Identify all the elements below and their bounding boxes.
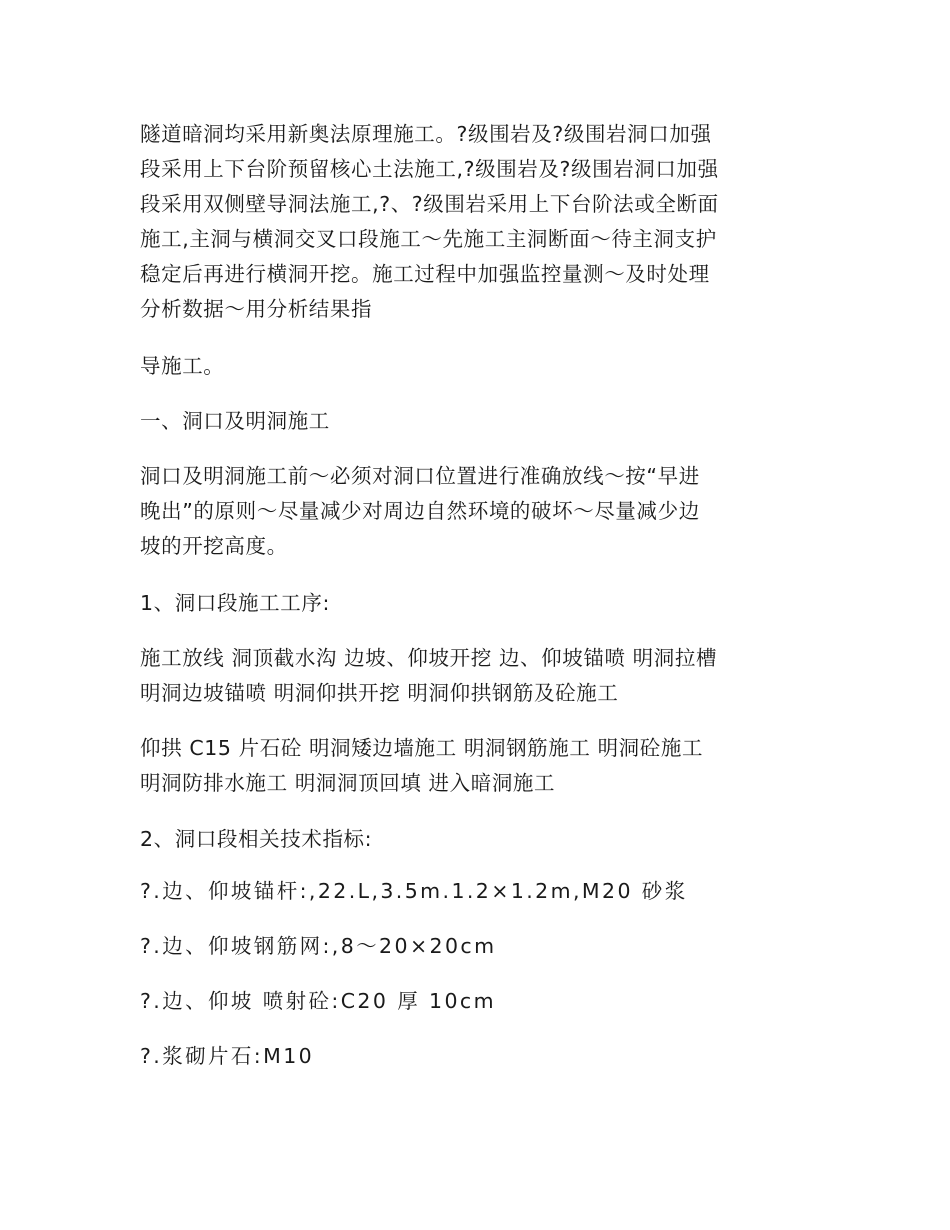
subsection-heading-2: 2、洞口段相关技术指标: [140, 827, 373, 851]
intro-tail: 导施工。 [140, 354, 225, 378]
process-line-3: 仰拱 C15 片石砼 明洞矮边墙施工 明洞钢筋施工 明洞砼施工 [140, 736, 704, 760]
process-line-1: 施工放线 洞顶截水沟 边坡、仰坡开挖 边、仰坡锚喷 明洞拉槽 [140, 646, 718, 670]
intro-line-3: 段采用双侧壁导洞法施工,?、?级围岩采用上下台阶法或全断面 [140, 192, 719, 216]
process-line-2: 明洞边坡锚喷 明洞仰拱开挖 明洞仰拱钢筋及砼施工 [140, 681, 619, 705]
intro-line-4: 施工,主洞与横洞交叉口段施工～先施工主洞断面～待主洞支护 [140, 227, 717, 251]
spec-item-4: ?.浆砌片石:M10 [140, 1044, 315, 1068]
spec-item-2: ?.边、仰坡钢筋网:,8～20×20cm [140, 934, 497, 958]
section-para-line-3: 坡的开挖高度。 [140, 534, 288, 558]
process-line-4: 明洞防排水施工 明洞洞顶回填 进入暗洞施工 [140, 771, 556, 795]
section-heading: 一、洞口及明洞施工 [140, 409, 330, 433]
section-para-line-2: 晚出”的原则～尽量减少对周边自然环境的破坏～尽量减少边 [140, 499, 700, 523]
spec-item-1: ?.边、仰坡锚杆:,22.L,3.5m.1.2×1.2m,M20 砂浆 [140, 879, 688, 903]
intro-line-1: 隧道暗洞均采用新奥法原理施工。?级围岩及?级围岩洞口加强 [140, 122, 712, 146]
section-para-line-1: 洞口及明洞施工前～必须对洞口位置进行准确放线～按“早进 [140, 464, 700, 488]
intro-line-5: 稳定后再进行横洞开挖。施工过程中加强监控量测～及时处理 [140, 262, 710, 286]
intro-line-2: 段采用上下台阶预留核心土法施工,?级围岩及?级围岩洞口加强 [140, 157, 719, 181]
subsection-heading-1: 1、洞口段施工工序: [140, 591, 330, 615]
spec-item-3: ?.边、仰坡 喷射砼:C20 厚 10cm [140, 989, 496, 1013]
intro-line-6: 分析数据～用分析结果指 [140, 297, 373, 321]
